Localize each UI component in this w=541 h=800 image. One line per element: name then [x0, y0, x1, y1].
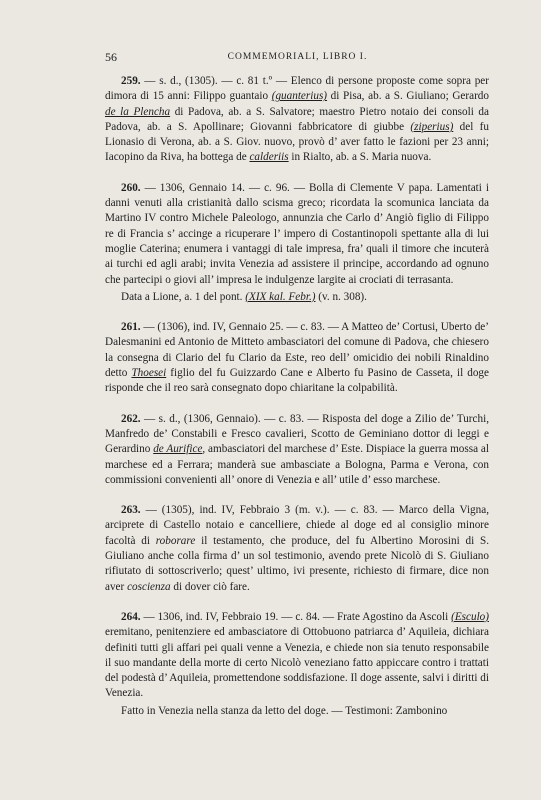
entry-text: — 1306, ind. IV, Febbraio 19. — c. 84. — Frate Agostino da Ascoli	[140, 610, 452, 623]
entry-note	[105, 290, 489, 305]
entry-text: del fu Lionasio di Verona, ab. a S. Giov. nuovo, provò d’ aver fatto le fazioni per 23 anni; Iacopino da Riva, ha bottega de	[105, 120, 489, 164]
emphasis-text: (ziperius)	[410, 120, 454, 133]
entry-paragraph	[105, 320, 489, 396]
entry-paragraph	[105, 412, 489, 488]
page-header	[105, 50, 490, 66]
entry-paragraph	[105, 503, 489, 595]
entry-text: eremitano, penitenziere ed ambasciatore di Ottobuono patriarca d’ Aquileia, dichiara definiti tutti gli affari pei quali venne a Venezia, e chiede non sia tenuto responsabile il suo mandante della morte di certo Nicolò veneziano fatto appiccare contro i trattati del podestà d’ Aquileia, promettendone soddisfazione. Il doge assente, salvi i diritti di Venezia.	[105, 626, 489, 700]
entry-number: 260.	[121, 181, 141, 194]
entry	[105, 503, 489, 595]
entry-number: 264.	[121, 610, 141, 623]
entry	[105, 610, 489, 719]
entry-text: Data a Lione, a. 1 del pont.	[121, 290, 246, 303]
entry-text: — s. d., (1305). — c. 81 t.º — Elenco di persone proposte come sopra per dimora di 15 anni: Filippo guantaio	[105, 75, 489, 103]
emphasis-text: (guanterius)	[271, 90, 328, 103]
entry-text: — (1305), ind. IV, Febbraio 3 (m. v.). — c. 83. — Marco della Vigna, arciprete di Castello notaio e cancelliere, chiede al doge ed al consiglio minore facoltà di	[105, 504, 489, 547]
entry-text: di Padova, ab. a S. Salvatore; maestro Pietro notaio dei consoli da Padova, ab. a S. Apollinare; Giovanni fabbricatore di giubbe	[105, 105, 489, 133]
entry-text: — 1306, Gennaio 14. — c. 96. — Bolla di Clemente V papa. Lamentati i danni venuti alla cristianità dallo scisma greco; ricordata la scomunica lanciata da Martino IV contro Michele Paleologo, annunzia che Carlo d’ Angiò figlio di Filippo re di Francia s’ accinge a ricuperare l’ impero di Costantinopoli spettante alla di lui moglie Caterina; enumera i vantaggi di tale impresa, fra’ quali il timore che incuterà ai turchi ed agli arabi; invita Venezia ad assistere il principe, accordando ad ognuno che partecipi o giovi all’ impresa le indulgenze largite ai crociati di terrasanta.	[105, 181, 489, 286]
entry	[105, 181, 489, 305]
emphasis-text: roborare	[155, 534, 196, 547]
emphasis-text: calderiis	[249, 151, 289, 164]
entry-text: (v. n. 308).	[315, 290, 367, 303]
entry	[105, 74, 489, 166]
entries-list	[105, 74, 489, 734]
entry-paragraph	[105, 610, 489, 702]
entry-number: 261.	[121, 321, 141, 334]
emphasis-text: de Aurifice	[153, 443, 203, 456]
emphasis-text: coscienza	[127, 580, 171, 593]
entry-text: figlio del fu Guizzardo Cane e Alberto fu Pasino de Casseta, il doge risponde che il reo sarà consegnato dopo chiaritane la colpabilità.	[105, 367, 489, 395]
emphasis-text: de la Plencha	[105, 105, 171, 118]
emphasis-text: (XIX kal. Febr.)	[245, 290, 316, 303]
entry-text: — (1306), ind. IV, Gennaio 25. — c. 83. — A Matteo de’ Cortusi, Uberto de’ Dalesmanini ed Antonio de Mitteto ambasciatori del comune di Padova, che chiesero la consegna di Clario del fu Clario da Este, reo dell’ omicidio dei nobili Rinaldino detto	[105, 321, 489, 380]
entry-number: 263.	[121, 504, 141, 517]
entry-number: 259.	[121, 75, 141, 87]
entry-note	[105, 704, 489, 719]
entry-text: Fatto in Venezia nella stanza da letto del doge. — Testimoni: Zambonino	[121, 704, 448, 717]
emphasis-text: Thoesei	[131, 367, 167, 380]
entry	[105, 412, 489, 488]
entry-paragraph	[105, 74, 489, 166]
entry-paragraph	[105, 181, 489, 288]
entry-text: — s. d., (1306, Gennaio). — c. 83. — Risposta del doge a Zilio de’ Turchi, Manfredo de’ Constabili e Fresco cavalieri, Scotto de Geminiano dottor di leggi e Gerardino	[105, 412, 489, 456]
entry-number: 262.	[121, 412, 141, 425]
emphasis-text: (Esculo)	[451, 610, 489, 623]
entry-text: di Pisa, ab. a S. Giuliano; Gerardo	[327, 90, 489, 103]
entry-text: in Rialto, ab. a S. Maria nuova.	[288, 151, 432, 164]
entry-text: di dover ciò fare.	[170, 580, 250, 593]
running-head: COMMEMORIALI, LIBRO I.	[227, 52, 368, 62]
entry-text: , ambasciatori del marchese d’ Este. Dispiace la guerra mossa al marchese ed a Ferrara; manderà sue ambasciate a Bologna, Parma e Verona, con commissioni convenienti all’ onore di Venezia e all’ utile d’ esso marchese.	[105, 443, 489, 486]
entry-text: il testamento, che produce, del fu Albertino Morosini di S. Giuliano anche colla firma d’ un sol testimonio, avendo prete Nicolò di S. Giuliano rifiutato di sottoscriverlo; quest’ ultimo, ivi presente, richiesto di firmare, dice non aver	[105, 534, 489, 593]
page-number: 56	[105, 50, 117, 64]
entry	[105, 320, 489, 396]
